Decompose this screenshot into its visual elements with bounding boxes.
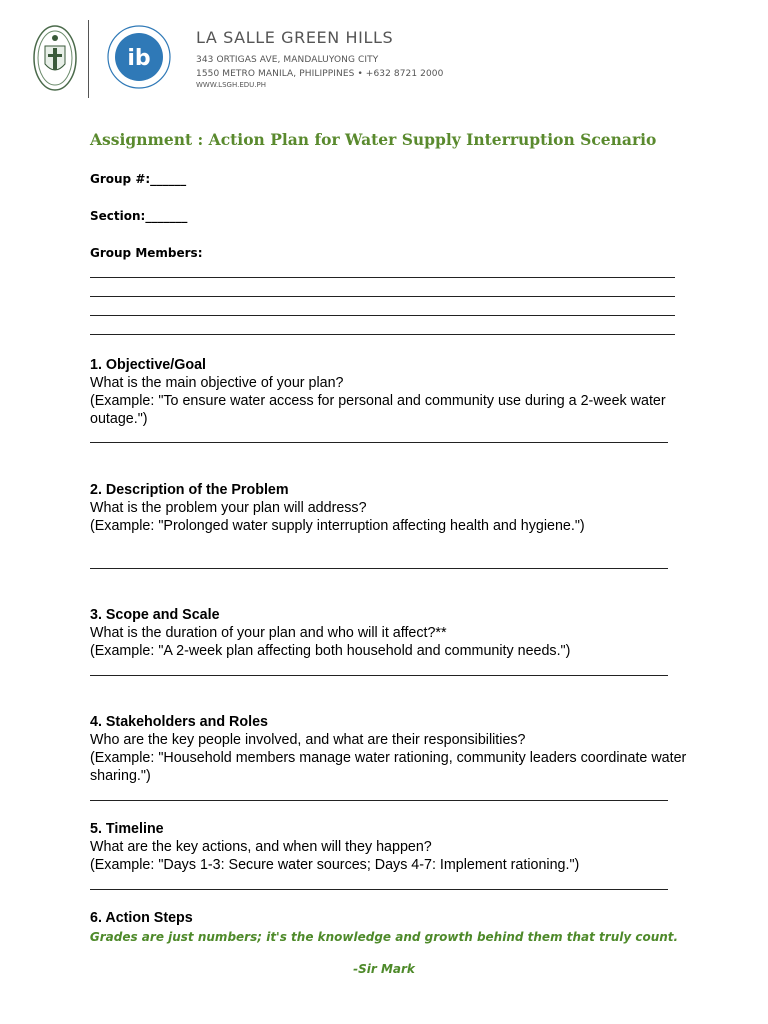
group-members-label: Group Members: bbox=[90, 246, 203, 260]
school-name: LA SALLE GREEN HILLS bbox=[196, 28, 394, 47]
quote-author: -Sir Mark bbox=[353, 962, 415, 976]
section-timeline bbox=[90, 820, 690, 874]
group-number-field[interactable]: Group #:______ bbox=[90, 172, 187, 186]
member-line-2[interactable] bbox=[90, 296, 675, 297]
section-example: (Example: "Prolonged water supply interruption affecting health and hygiene.") bbox=[90, 518, 585, 534]
section-example: (Example: "A 2-week plan affecting both household and community needs.") bbox=[90, 643, 571, 659]
letterhead bbox=[30, 18, 470, 98]
member-line-3[interactable] bbox=[90, 315, 675, 316]
section-heading: 3. Scope and Scale bbox=[90, 607, 220, 623]
section-question: Who are the key people involved, and what are their responsibilities? bbox=[90, 732, 526, 748]
section-question: What is the main objective of your plan? bbox=[90, 375, 344, 391]
section-heading: 5. Timeline bbox=[90, 821, 164, 837]
header-divider bbox=[88, 20, 89, 98]
section-question: What is the problem your plan will address? bbox=[90, 500, 367, 516]
section-question: What are the key actions, and when will they happen? bbox=[90, 839, 432, 855]
motivational-quote: Grades are just numbers; it's the knowledge and growth behind them that truly count. bbox=[89, 930, 679, 944]
section-example: (Example: "To ensure water access for personal and community use during a 2-week water outage.") bbox=[90, 393, 666, 427]
section-question: What is the duration of your plan and who will it affect?** bbox=[90, 625, 447, 641]
answer-line-timeline[interactable] bbox=[90, 889, 668, 890]
assignment-title: Assignment : Action Plan for Water Supply Interruption Scenario bbox=[90, 130, 657, 149]
school-seal-icon bbox=[32, 24, 78, 92]
section-heading: 4. Stakeholders and Roles bbox=[90, 714, 268, 730]
section-scope-scale bbox=[90, 606, 690, 660]
member-line-4[interactable] bbox=[90, 334, 675, 335]
address-line-1: 343 ORTIGAS AVE, MANDALUYONG CITY bbox=[196, 55, 379, 65]
section-heading: 2. Description of the Problem bbox=[90, 482, 289, 498]
school-website: WWW.LSGH.EDU.PH bbox=[196, 81, 266, 89]
school-info bbox=[196, 28, 443, 89]
answer-line-problem[interactable] bbox=[90, 568, 668, 569]
section-action-steps bbox=[90, 909, 690, 927]
section-example: (Example: "Household members manage water rationing, community leaders coordinate water sharing.") bbox=[90, 750, 687, 784]
answer-line-scope[interactable] bbox=[90, 675, 668, 676]
section-example: (Example: "Days 1-3: Secure water sources; Days 4-7: Implement rationing.") bbox=[90, 857, 580, 873]
member-line-1[interactable] bbox=[90, 277, 675, 278]
section-field[interactable]: Section:_______ bbox=[90, 209, 188, 223]
school-address bbox=[196, 53, 443, 81]
ib-logo-text: ib bbox=[127, 46, 151, 71]
section-heading: 6. Action Steps bbox=[90, 910, 193, 926]
answer-line-objective[interactable] bbox=[90, 442, 668, 443]
address-line-2: 1550 METRO MANILA, PHILIPPINES • +632 8721 2000 bbox=[196, 69, 444, 79]
section-problem-description bbox=[90, 481, 690, 535]
section-stakeholders-roles bbox=[90, 713, 690, 785]
answer-line-stakeholders[interactable] bbox=[90, 800, 668, 801]
ib-world-school-logo-icon bbox=[106, 24, 172, 90]
section-heading: 1. Objective/Goal bbox=[90, 357, 207, 373]
section-objective bbox=[90, 356, 690, 428]
